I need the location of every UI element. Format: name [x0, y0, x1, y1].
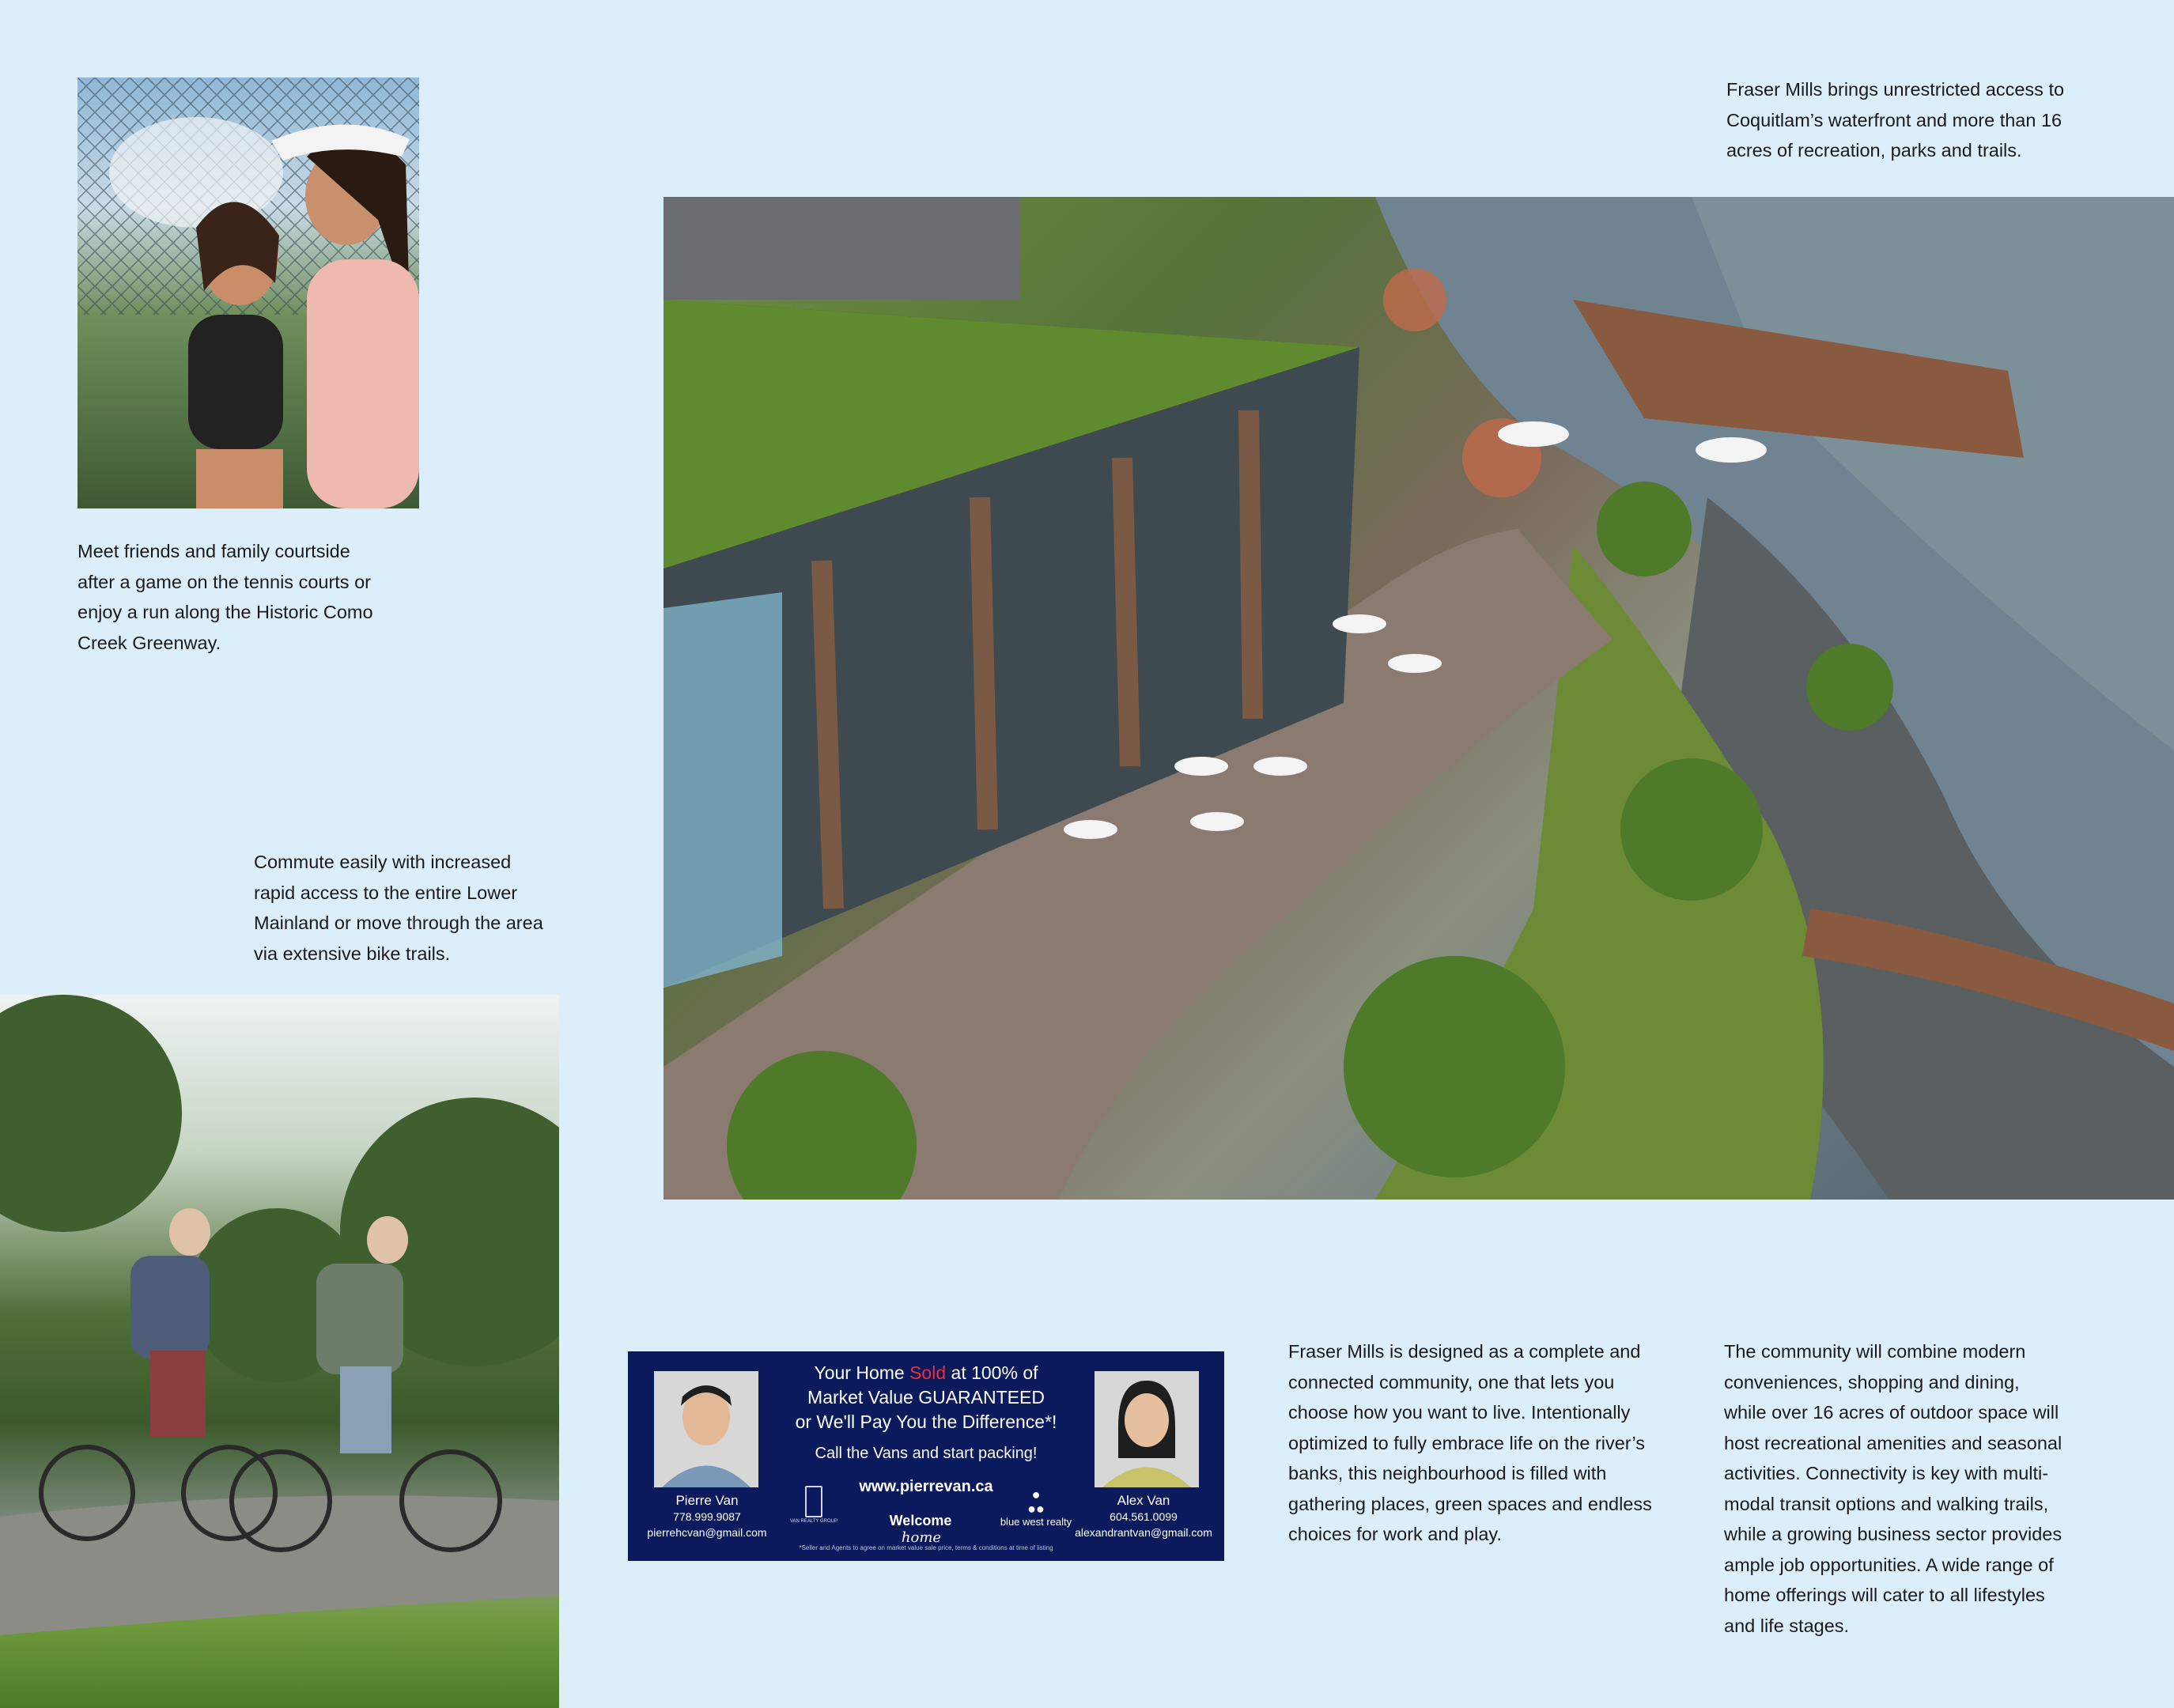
body-line: while a growing business sector provides: [1724, 1524, 2062, 1544]
headline-text: at 100% of: [946, 1362, 1038, 1383]
agent-contact-alex: [1063, 1493, 1224, 1540]
cyclists-photo: [0, 995, 559, 1708]
body-line: modal transit options and walking trails,: [1724, 1493, 2049, 1514]
tennis-caption: [78, 536, 410, 658]
waterfront-caption: [1726, 74, 2138, 166]
caption-line: via extensive bike trails.: [254, 943, 451, 964]
body-line: activities. Connectivity is key with multi-: [1724, 1463, 2049, 1483]
agent-phone[interactable]: 778.999.9087: [673, 1510, 741, 1523]
headline-text: Your Home: [814, 1362, 910, 1383]
agent-photo-alex: [1095, 1371, 1199, 1487]
agent-phone[interactable]: 604.561.0099: [1110, 1510, 1178, 1523]
body-line: conveniences, shopping and dining,: [1724, 1371, 2020, 1392]
body-column-2: [1724, 1336, 2151, 1641]
caption-line: acres of recreation, parks and trails.: [1726, 140, 2022, 161]
agent-photo-pierre: [654, 1371, 758, 1487]
headline-sold: Sold: [909, 1362, 947, 1383]
body-line: choices for work and play.: [1288, 1524, 1502, 1544]
caption-line: Fraser Mills brings unrestricted access to: [1726, 79, 2065, 100]
welcome-script-text: home: [901, 1529, 942, 1546]
headline-line-3: or We'll Pay You the Difference*!: [795, 1411, 1057, 1432]
caption-line: enjoy a run along the Historic Como: [78, 602, 373, 622]
agent-name: Pierre Van: [675, 1493, 739, 1508]
caption-line: Mainland or move through the area: [254, 913, 543, 933]
agent-email[interactable]: pierrehcvan@gmail.com: [647, 1526, 767, 1539]
body-line: banks, this neighbourhood is filled with: [1288, 1463, 1607, 1483]
caption-line: Creek Greenway.: [78, 632, 221, 653]
body-column-1: [1288, 1336, 1700, 1550]
commute-caption: [254, 847, 586, 969]
caption-line: Coquitlam’s waterfront and more than 16: [1726, 109, 2062, 130]
caption-line: Commute easily with increased: [254, 852, 512, 872]
body-line: The community will combine modern: [1724, 1341, 2026, 1362]
caption-line: after a game on the tennis courts or: [78, 571, 371, 592]
body-line: host recreational amenities and seasonal: [1724, 1432, 2062, 1453]
caption-line: rapid access to the entire Lower: [254, 882, 518, 903]
ad-website-link[interactable]: www.pierrevan.ca: [859, 1478, 993, 1495]
agent-email[interactable]: alexandrantvan@gmail.com: [1075, 1526, 1212, 1539]
body-line: while over 16 acres of outdoor space will: [1724, 1402, 2059, 1423]
body-line: and life stages.: [1724, 1615, 1850, 1636]
welcome-home-logo: [873, 1513, 968, 1546]
three-dots-icon: ● ●●: [1027, 1487, 1045, 1517]
body-line: connected community, one that lets you: [1288, 1371, 1615, 1392]
body-line: home offerings will cater to all lifestyles: [1724, 1585, 2045, 1605]
ad-fine-print: *Seller and Agents to agree on market value sale price, terms & conditions at time of listing: [799, 1544, 1053, 1551]
ad-tagline: Call the Vans and start packing!: [815, 1445, 1038, 1462]
body-line: gathering places, green spaces and endless: [1288, 1493, 1652, 1514]
body-line: Fraser Mills is designed as a complete and: [1288, 1341, 1641, 1362]
realtor-advertisement[interactable]: [628, 1351, 1224, 1561]
group-logo-text: VAN REALTY GROUP: [789, 1519, 837, 1524]
body-line: choose how you want to live. Intentionally: [1288, 1402, 1631, 1423]
agent-contact-pierre: [628, 1493, 786, 1540]
welcome-text: Welcome: [889, 1513, 952, 1529]
van-realty-group-logo: [786, 1486, 841, 1524]
headline-line-2: Market Value GUARANTEED: [807, 1387, 1045, 1408]
building-icon: [805, 1486, 822, 1517]
caption-line: Meet friends and family courtside: [78, 541, 350, 561]
ad-headline: [747, 1361, 1106, 1434]
brokerage-logo-text: blue west realty: [1000, 1516, 1072, 1528]
tennis-photo: [78, 77, 419, 508]
body-line: ample job opportunities. A wide range of: [1724, 1554, 2054, 1575]
agent-name: Alex Van: [1117, 1493, 1170, 1508]
body-line: optimized to fully embrace life on the river’s: [1288, 1432, 1646, 1453]
aerial-waterfront-render: [664, 197, 2174, 1200]
